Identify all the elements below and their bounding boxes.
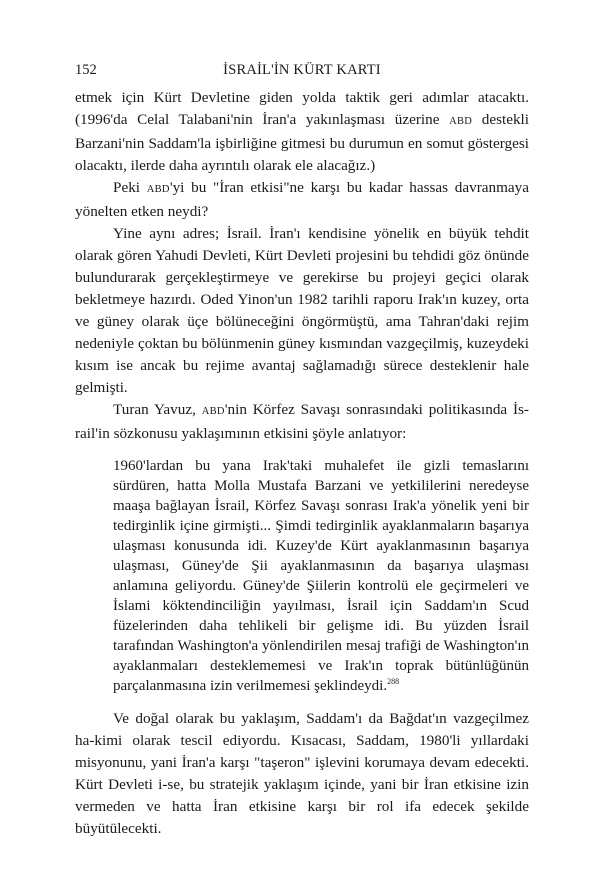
abbreviation-abd: ABD [201, 406, 225, 417]
paragraph-question: Peki ABD'yi bu "İran etkisi"ne karşı bu kadar hassas davranmaya yönelten etken neydi? [75, 179, 529, 220]
abbreviation-abd: ABD [449, 116, 473, 127]
paragraph-continuation: etmek için Kürt Devletine giden yolda taktik geri adımlar atacaktı. (1996'da Celal Talabani'nin İran'a yakınlaşması üzerine ABD destekli Barzani'nin Saddam'la işbirliğine gitmesi bu durumun en somut göstergesi olacaktı, ilerde daha ayrıntılı olarak ele alacağız.) [75, 89, 529, 174]
page-number: 152 [75, 62, 97, 78]
block-quote: 1960'lardan bu yana Irak'taki muhalefet ile gizli temaslarını sürdüren, hatta Molla Mustafa Barzani ve yetkililerini neredeyse maaşa bağlayan İsrail, Körfez Savaşı sonrası Irak'a yönelik yeni bir tedirginlik içine girmişti... Şimdi tedirginlik ayaklanmaların başarıya ulaşması konusunda idi. Kuzey'de Kürt ayaklanmasının başarıya ulaşması, Güney'de Şii ayaklanmasının da başarıya ulaşması anlamına geliyordu. Güney'de Şiilerin kontrolü ele geçirmeleri ve İslami köktendinciliğin yayılması, İsrail için Saddam'ın Scud füzelerinden daha tehlikeli bir gelişme idi. Bu yüzden İsrail tarafından Washington'a yönlendirilen mesaj trafiği de Washington'ın ayaklanmaları desteklememesi ve Irak'ın toprak bütünlüğünün parçalanmasına izin verilmemesi şeklindeydi.$^{288}$ [113, 458, 529, 694]
running-title: İSRAİL'İN KÜRT KARTI [223, 62, 381, 78]
paragraph-israel: Yine aynı adres; İsrail. İran'ı kendisine yönelik en büyük tehdit olarak gören Yahudi Devleti, Kürt Devleti projesini bu tehdidi göz önünde bulundurarak gerçekleştirmeye ve gerekirse bu projeyi geçici olarak bekletmeye hazırdı. Oded Yinon'un 1982 tarihli raporu Irak'ın kuzey, orta ve güney olarak üçe bölüneceğini öngörmüştü, ama Tahran'daki rejim nedeniyle çoktan bu bölünmenin güney kısmından vazgeçilmiş, kuzeydeki kısım ise ancak bu rejime avantaj sağlamadığı sürece desteklenir hale gelmişti. [75, 225, 529, 396]
abbreviation-abd: ABD [146, 184, 170, 195]
running-head [75, 62, 529, 82]
paragraph-quote-intro: Turan Yavuz, ABD'nin Körfez Savaşı sonrasındaki politikasında İs-rail'in sözkonusu yaklaşımının etkisini şöyle anlatıyor: [75, 401, 529, 442]
footnote-reference[interactable]: 288 [387, 677, 400, 686]
body-text [75, 87, 529, 840]
paragraph-closing: Ve doğal olarak bu yaklaşım, Saddam'ı da Bağdat'ın vazgeçilmez ha-kimi olarak tescil ediyordu. Kısacası, Saddam, 1980'li yıllardaki misyonunu, yani İran'a karşı "taşeron" işlevini korumaya devam edecekti. Kürt Devleti i-se, bu stratejik yaklaşım içinde, yani bir İran etkisine izin vermeden ve hatta İran etkisine karşı bir rol ifa edecek şekilde büyütülecekti. [75, 710, 529, 837]
